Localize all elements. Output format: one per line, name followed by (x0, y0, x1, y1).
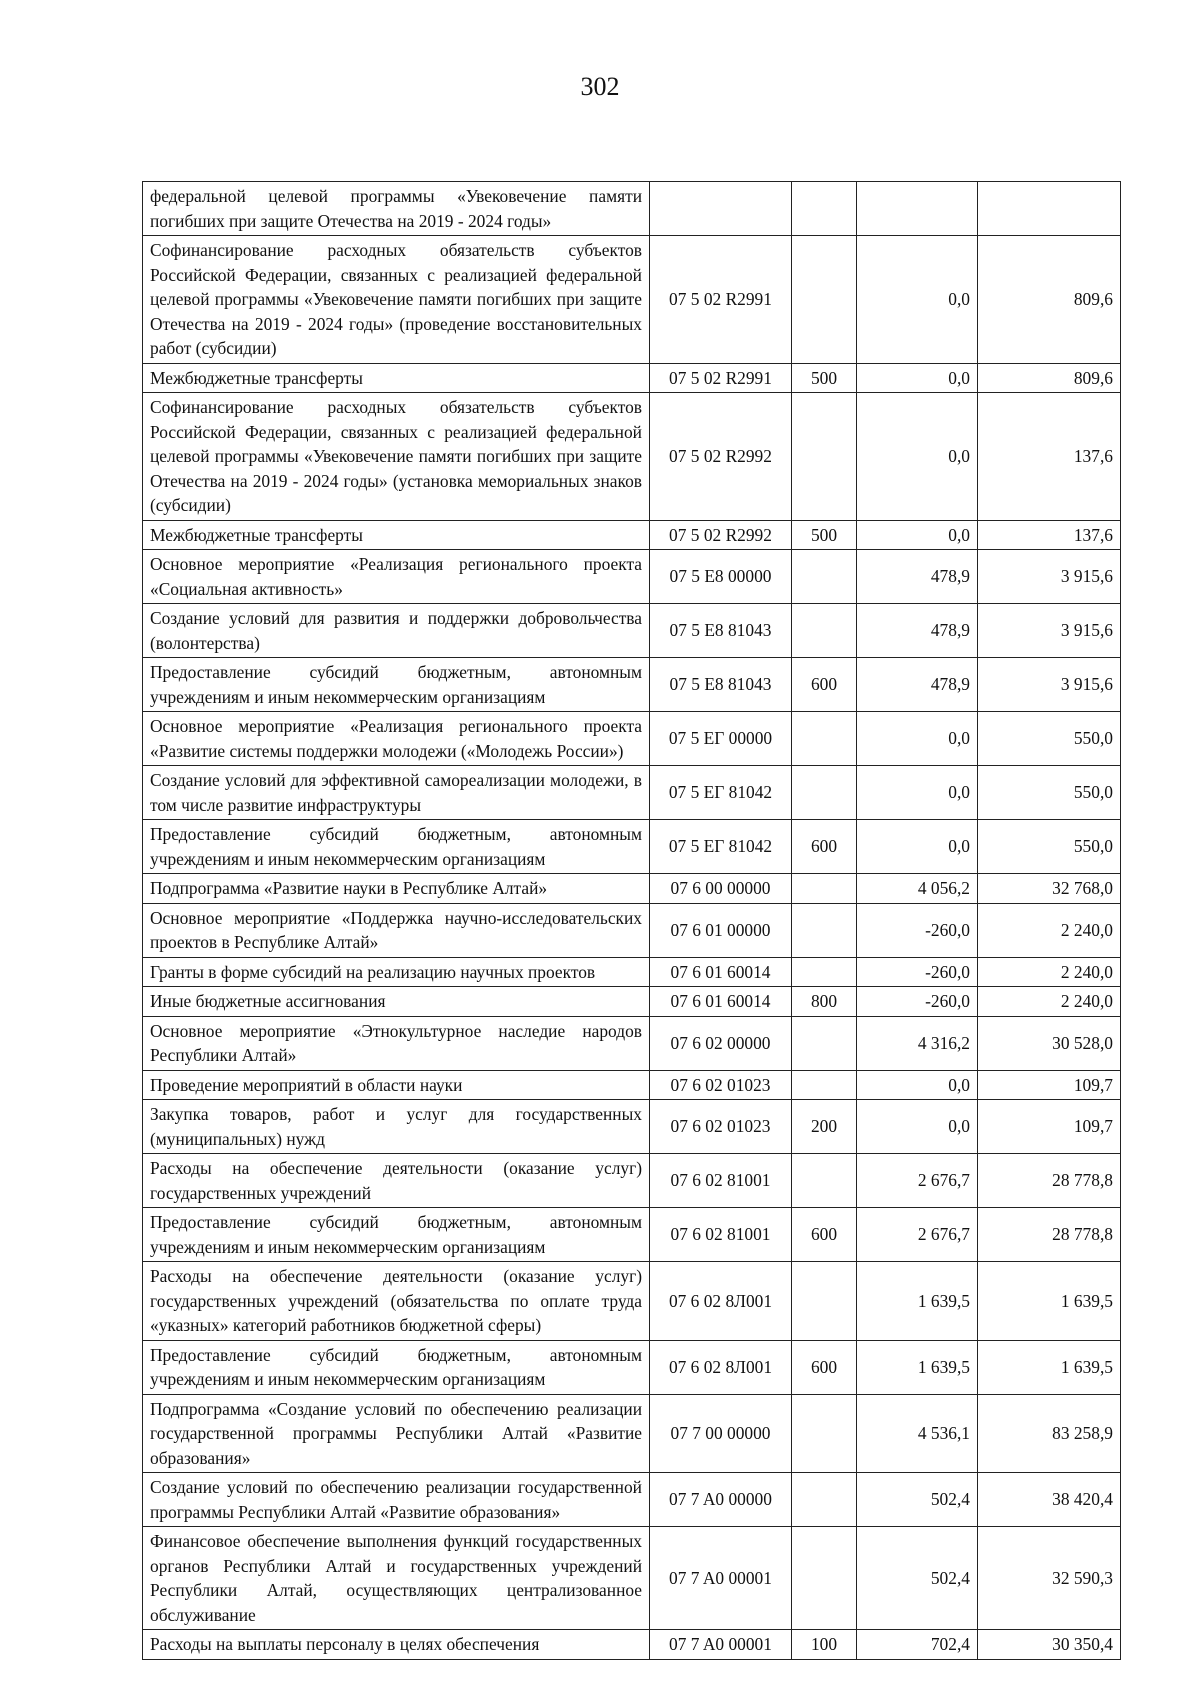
row-name: Предоставление субсидий бюджетным, автономным учреждениям и иным некоммерческим организациям (143, 1340, 650, 1394)
row-code: 07 6 02 01023 (650, 1100, 792, 1154)
table-row (143, 766, 1121, 820)
row-value-2: 38 420,4 (978, 1473, 1121, 1527)
row-value-1: 4 536,1 (857, 1394, 978, 1473)
row-expense-type (792, 1394, 857, 1473)
row-name: Финансовое обеспечение выполнения функций государственных органов Республики Алтай и государственных учреждений Республики Алтай, осуществляющих централизованное обслуживание (143, 1527, 650, 1630)
row-value-2: 3 915,6 (978, 550, 1121, 604)
row-value-2: 83 258,9 (978, 1394, 1121, 1473)
row-expense-type: 500 (792, 520, 857, 550)
row-value-2: 137,6 (978, 520, 1121, 550)
row-value-2: 2 240,0 (978, 903, 1121, 957)
row-value-2: 28 778,8 (978, 1154, 1121, 1208)
row-code: 07 5 02 R2992 (650, 393, 792, 521)
row-value-1: 0,0 (857, 520, 978, 550)
budget-table (142, 181, 1121, 1660)
table-row (143, 236, 1121, 364)
table-row (143, 874, 1121, 904)
row-code: 07 5 ЕГ 81042 (650, 766, 792, 820)
row-name: Софинансирование расходных обязательств субъектов Российской Федерации, связанных с реализацией федеральной целевой программы «Увековечение памяти погибших при защите Отечества на 2019 - 2024 годы» (установка мемориальных знаков (субсидии) (143, 393, 650, 521)
row-value-1: 702,4 (857, 1630, 978, 1660)
row-value-2 (978, 182, 1121, 236)
row-name: Иные бюджетные ассигнования (143, 987, 650, 1017)
row-value-1: 478,9 (857, 550, 978, 604)
row-name: Создание условий по обеспечению реализации государственной программы Республики Алтай «Развитие образования» (143, 1473, 650, 1527)
row-expense-type: 600 (792, 1208, 857, 1262)
row-value-1: 0,0 (857, 1100, 978, 1154)
row-expense-type (792, 393, 857, 521)
budget-table-body (143, 182, 1121, 1660)
table-row (143, 1394, 1121, 1473)
row-name: Предоставление субсидий бюджетным, автономным учреждениям и иным некоммерческим организациям (143, 1208, 650, 1262)
row-value-1: 478,9 (857, 604, 978, 658)
row-name: Создание условий для развития и поддержки добровольчества (волонтерства) (143, 604, 650, 658)
row-code: 07 7 A0 00001 (650, 1527, 792, 1630)
row-name: Расходы на обеспечение деятельности (оказание услуг) государственных учреждений (обязательства по оплате труда «указных» категорий работников бюджетной сферы) (143, 1262, 650, 1341)
row-value-1: 2 676,7 (857, 1154, 978, 1208)
row-code: 07 5 E8 00000 (650, 550, 792, 604)
table-row (143, 520, 1121, 550)
table-row (143, 820, 1121, 874)
table-row (143, 1208, 1121, 1262)
row-code: 07 5 ЕГ 81042 (650, 820, 792, 874)
row-name: Расходы на выплаты персоналу в целях обеспечения (143, 1630, 650, 1660)
row-code: 07 6 02 00000 (650, 1016, 792, 1070)
row-code: 07 5 ЕГ 00000 (650, 712, 792, 766)
row-value-2: 550,0 (978, 820, 1121, 874)
table-row (143, 1340, 1121, 1394)
table-row (143, 182, 1121, 236)
row-code: 07 6 02 81001 (650, 1154, 792, 1208)
row-value-1: 4 316,2 (857, 1016, 978, 1070)
row-value-2: 109,7 (978, 1100, 1121, 1154)
row-expense-type (792, 766, 857, 820)
row-value-2: 809,6 (978, 363, 1121, 393)
row-expense-type (792, 957, 857, 987)
row-expense-type: 600 (792, 820, 857, 874)
row-expense-type: 200 (792, 1100, 857, 1154)
row-expense-type (792, 1070, 857, 1100)
row-name: Создание условий для эффективной самореализации молодежи, в том числе развитие инфраструктуры (143, 766, 650, 820)
table-row (143, 393, 1121, 521)
row-expense-type: 800 (792, 987, 857, 1017)
row-value-2: 3 915,6 (978, 604, 1121, 658)
row-value-2: 1 639,5 (978, 1262, 1121, 1341)
row-value-2: 109,7 (978, 1070, 1121, 1100)
row-code: 07 7 A0 00000 (650, 1473, 792, 1527)
row-value-1: -260,0 (857, 957, 978, 987)
row-value-2: 32 590,3 (978, 1527, 1121, 1630)
row-code: 07 6 01 60014 (650, 987, 792, 1017)
row-value-1: 0,0 (857, 363, 978, 393)
row-value-1: 0,0 (857, 1070, 978, 1100)
row-code: 07 6 02 8Л001 (650, 1262, 792, 1341)
table-row (143, 1100, 1121, 1154)
row-code: 07 5 E8 81043 (650, 604, 792, 658)
row-name: Софинансирование расходных обязательств субъектов Российской Федерации, связанных с реализацией федеральной целевой программы «Увековечение памяти погибших при защите Отечества на 2019 - 2024 годы» (проведение восстановительных работ (субсидии) (143, 236, 650, 364)
row-value-2: 809,6 (978, 236, 1121, 364)
table-row (143, 550, 1121, 604)
row-code: 07 5 02 R2991 (650, 363, 792, 393)
row-code: 07 6 01 00000 (650, 903, 792, 957)
row-expense-type (792, 903, 857, 957)
row-name: Основное мероприятие «Реализация регионального проекта «Социальная активность» (143, 550, 650, 604)
table-row (143, 987, 1121, 1017)
row-expense-type (792, 1473, 857, 1527)
row-expense-type (792, 604, 857, 658)
row-name: Межбюджетные трансферты (143, 363, 650, 393)
row-value-2: 550,0 (978, 712, 1121, 766)
table-row (143, 1154, 1121, 1208)
row-expense-type (792, 874, 857, 904)
row-value-2: 32 768,0 (978, 874, 1121, 904)
row-value-1: 2 676,7 (857, 1208, 978, 1262)
row-value-1: 478,9 (857, 658, 978, 712)
row-value-1: 502,4 (857, 1473, 978, 1527)
row-expense-type (792, 1262, 857, 1341)
row-expense-type (792, 1016, 857, 1070)
row-code: 07 5 02 R2992 (650, 520, 792, 550)
row-expense-type: 100 (792, 1630, 857, 1660)
row-code: 07 5 02 R2991 (650, 236, 792, 364)
row-value-1: 0,0 (857, 820, 978, 874)
row-name: Подпрограмма «Развитие науки в Республике Алтай» (143, 874, 650, 904)
table-row (143, 957, 1121, 987)
row-expense-type (792, 550, 857, 604)
row-value-2: 550,0 (978, 766, 1121, 820)
row-value-1: -260,0 (857, 903, 978, 957)
row-value-1: 0,0 (857, 712, 978, 766)
row-code: 07 6 00 00000 (650, 874, 792, 904)
row-name: Гранты в форме субсидий на реализацию научных проектов (143, 957, 650, 987)
row-name: Проведение мероприятий в области науки (143, 1070, 650, 1100)
row-expense-type (792, 1154, 857, 1208)
table-row (143, 712, 1121, 766)
row-name: Основное мероприятие «Этнокультурное наследие народов Республики Алтай» (143, 1016, 650, 1070)
table-row (143, 1016, 1121, 1070)
row-name: Предоставление субсидий бюджетным, автономным учреждениям и иным некоммерческим организациям (143, 820, 650, 874)
row-value-1: 502,4 (857, 1527, 978, 1630)
table-row (143, 1262, 1121, 1341)
row-expense-type (792, 1527, 857, 1630)
row-value-2: 2 240,0 (978, 987, 1121, 1017)
row-expense-type: 600 (792, 658, 857, 712)
row-code: 07 6 02 8Л001 (650, 1340, 792, 1394)
row-value-1 (857, 182, 978, 236)
table-row (143, 604, 1121, 658)
row-value-1: -260,0 (857, 987, 978, 1017)
row-name: Закупка товаров, работ и услуг для государственных (муниципальных) нужд (143, 1100, 650, 1154)
row-value-2: 30 528,0 (978, 1016, 1121, 1070)
page-number: 302 (580, 72, 620, 101)
row-name: Подпрограмма «Создание условий по обеспечению реализации государственной программы Республики Алтай «Развитие образования» (143, 1394, 650, 1473)
row-name: Межбюджетные трансферты (143, 520, 650, 550)
row-expense-type: 500 (792, 363, 857, 393)
row-expense-type (792, 712, 857, 766)
table-row (143, 1473, 1121, 1527)
row-value-2: 2 240,0 (978, 957, 1121, 987)
table-row (143, 903, 1121, 957)
row-code: 07 6 01 60014 (650, 957, 792, 987)
row-value-1: 1 639,5 (857, 1262, 978, 1341)
row-code: 07 5 E8 81043 (650, 658, 792, 712)
row-code: 07 6 02 01023 (650, 1070, 792, 1100)
row-name: федеральной целевой программы «Увековечение памяти погибших при защите Отечества на 2019 - 2024 годы» (143, 182, 650, 236)
row-name: Предоставление субсидий бюджетным, автономным учреждениям и иным некоммерческим организациям (143, 658, 650, 712)
row-value-1: 4 056,2 (857, 874, 978, 904)
row-name: Основное мероприятие «Поддержка научно-исследовательских проектов в Республике Алтай» (143, 903, 650, 957)
row-value-2: 28 778,8 (978, 1208, 1121, 1262)
row-expense-type (792, 182, 857, 236)
row-code: 07 7 A0 00001 (650, 1630, 792, 1660)
row-code: 07 6 02 81001 (650, 1208, 792, 1262)
table-row (143, 1630, 1121, 1660)
table-row (143, 1527, 1121, 1630)
row-value-1: 1 639,5 (857, 1340, 978, 1394)
row-expense-type: 600 (792, 1340, 857, 1394)
row-code (650, 182, 792, 236)
row-expense-type (792, 236, 857, 364)
row-value-1: 0,0 (857, 766, 978, 820)
row-value-2: 1 639,5 (978, 1340, 1121, 1394)
table-row (143, 1070, 1121, 1100)
row-name: Расходы на обеспечение деятельности (оказание услуг) государственных учреждений (143, 1154, 650, 1208)
row-value-2: 30 350,4 (978, 1630, 1121, 1660)
row-value-2: 3 915,6 (978, 658, 1121, 712)
row-value-1: 0,0 (857, 393, 978, 521)
table-row (143, 363, 1121, 393)
row-name: Основное мероприятие «Реализация регионального проекта «Развитие системы поддержки молодежи («Молодежь России») (143, 712, 650, 766)
row-value-1: 0,0 (857, 236, 978, 364)
row-code: 07 7 00 00000 (650, 1394, 792, 1473)
row-value-2: 137,6 (978, 393, 1121, 521)
table-row (143, 658, 1121, 712)
